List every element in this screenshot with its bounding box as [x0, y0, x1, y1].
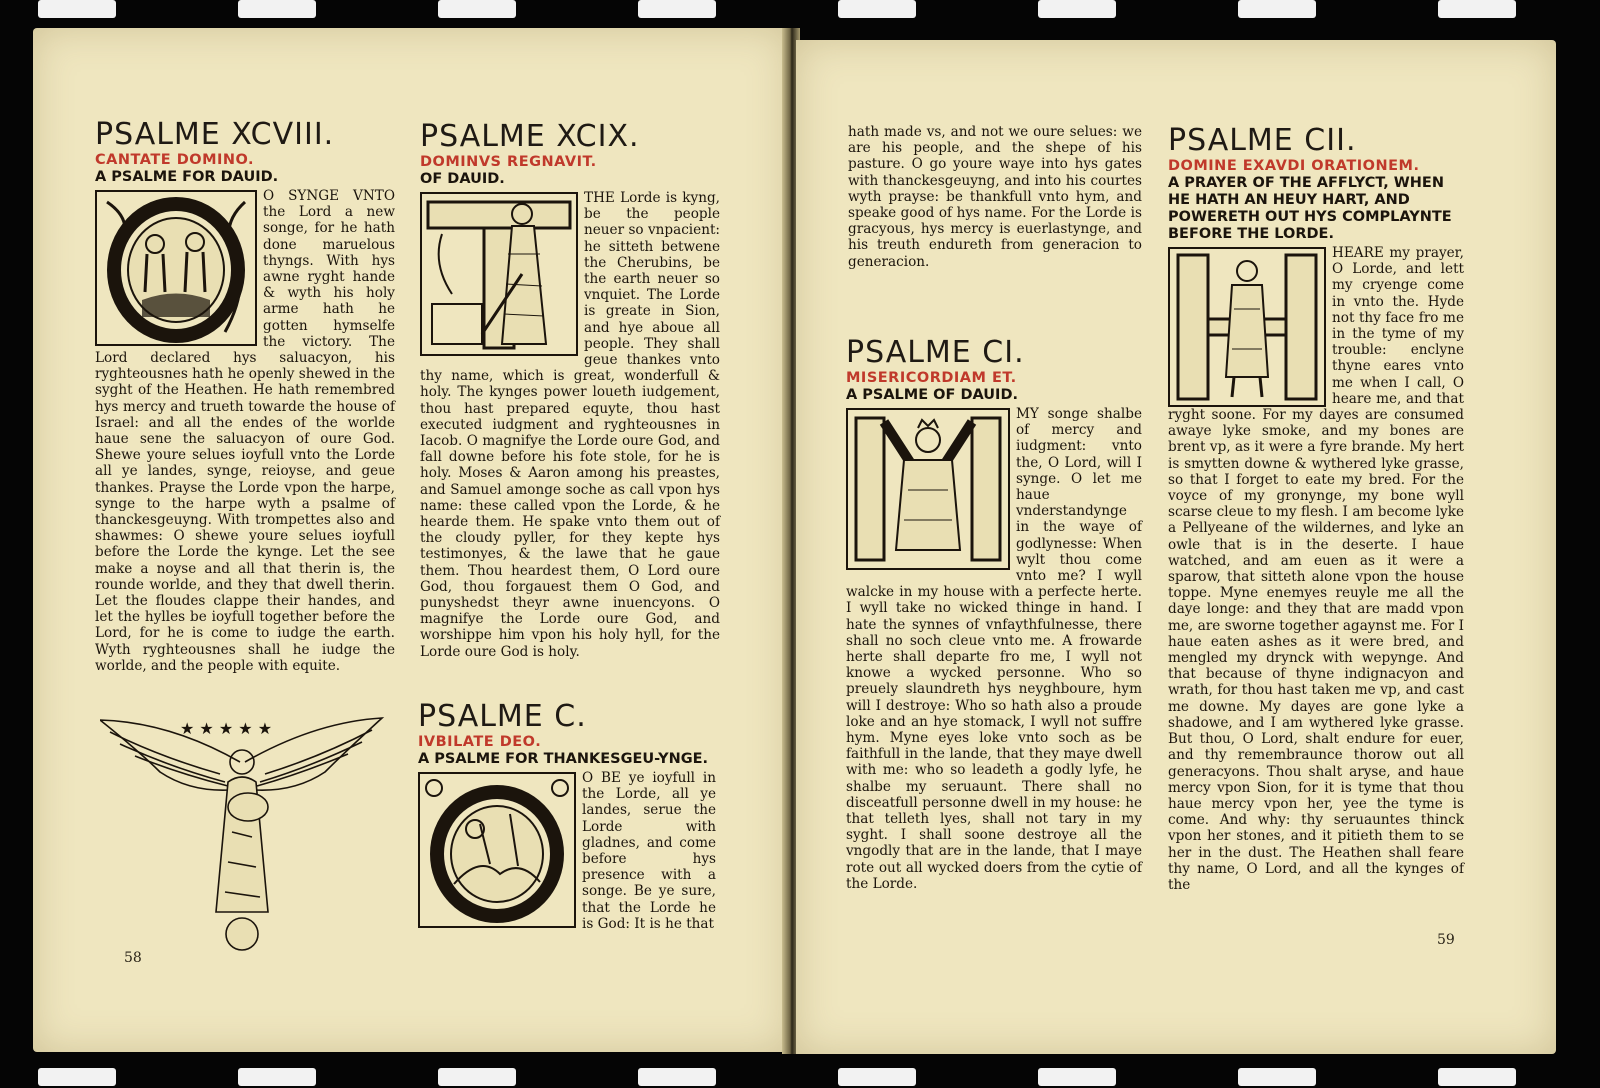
psalm-100-incipit: IVBILATE DEO.	[418, 734, 542, 750]
psalm-102-incipit: DOMINE EXAVDI ORATIONEM.	[1168, 158, 1420, 174]
psalm-101-title: PSALME CI.	[846, 335, 1025, 370]
psalm-102-text: HEARE my prayer, O Lorde, and lett my cryenge come in vnto the. Hyde not thy face fro me in the tyme of my trouble: enclyne thyne eares vnto me when I call, O heare me, and that ryght soone. For my dayes are consumed awaye lyke smoke, and my bones are brent vp, as it were a fyre brande. My hert is smytten downe & wythered lyke grasse, so that I forget to eate my bred. For the voyce of my gronynge, my bone wyll scarse cleue to my flesh. I am become lyke a Pellyeane of the wildernes, and lyke an owle that is in the deserte. I haue watched, and am euen as it were a sparow, that sitteth alone vpon the house toppe. Myne enemyes reuyle me all the daye longe: and they that are madd vpon me, are sworne together agaynst me. For I haue eaten ashes as it were bred, and mengled my drynck with wepynge. And that because of thyne indignacyon and wrath, for thou hast taken me vp, and cast me downe. My dayes are gone lyke a shadowe, and I am wythered lyke grasse. But thou, O Lord, shalt endure for euer, and thy remembraunce thorow out all generacyons. Thou shalt aryse, and haue mercy vpon Sion, for it is tyme that thou haue mercy vpon her, yee the tyme is come. And why: thy seruauntes thinck vpon her stones, and it pitieth them to se her in the dust. The Heathen shall feare thy name, O Lord, and all the kynges of the	[1168, 245, 1464, 893]
psalm-100-block	[418, 700, 716, 932]
dropcap-o-landscape	[418, 772, 576, 928]
psalm-101-block	[846, 336, 1142, 892]
psalm-100-title: PSALME C.	[418, 699, 587, 734]
dropcap-t-king	[420, 192, 578, 356]
psalm-100-continuation	[848, 124, 1142, 270]
psalm-100-continuation-text: hath made vs, and not we oure selues: we are his people, and the shepe of his pasture. O go youre waye into hys gates with thanckesgeuyng, and into his courtes wyth prayse: be thankfull vnto hym, and speake good of hys name. For the Lorde is gracyous, hys mercy is euerlastynge, and his treuth endureth from generacion to generacion.	[848, 124, 1142, 270]
dropcap-o-cherubs	[95, 190, 257, 346]
psalm-98-incipit: CANTATE DOMINO.	[95, 152, 255, 168]
psalm-102-block	[1168, 124, 1464, 893]
angel-illustration	[100, 712, 385, 952]
dropcap-m-king	[846, 408, 1010, 570]
psalm-99-incipit: DOMINVS REGNAVIT.	[420, 154, 597, 170]
page-number-left: 58	[124, 950, 142, 966]
psalm-98-subhead: A PSALME FOR DAUID.	[95, 169, 279, 185]
psalm-102-title: PSALME CII.	[1168, 123, 1357, 158]
psalm-102-subhead: A PRAYER OF THE AFFLYCT, WHEN HE HATH AN HEUY HART, AND POWERETH OUT HYS COMPLAYNTE BEFORE THE LORDE.	[1168, 175, 1452, 242]
psalm-101-subhead: A PSALME OF DAUID.	[846, 387, 1018, 403]
psalm-99-block	[420, 120, 720, 660]
psalm-98-title: PSALME XCVIII.	[95, 117, 335, 152]
psalm-99-title: PSALME XCIX.	[420, 119, 640, 154]
psalm-99-subhead: OF DAUID.	[420, 171, 505, 187]
psalm-99-text: THE Lorde is kyng, be the people neuer so vnpacient: he sitteth betwene the Cherubins, be the earth neuer so vnquiet. The Lorde is greate in Sion, and hye aboue all people. They shall geue thankes vnto thy name, which is great, wonderfull & holy. The kynges power loueth iudgement, thou hast prepared equyte, thou hast executed iudgment and ryghteousnes in Iacob. O magnifye the Lorde oure God, and fall downe before his fote stole, for he is holy. Moses & Aaron among his preastes, and Samuel amonge soche as call vpon hys name: these called vpon the Lorde, & he hearde them. He spake vnto them out of the cloudy pyller, for they kepte hys testimonyes, & the lawe that he gaue them. Thou heardest them, O Lord oure God, thou forgauest them O God, and punyshedst theyr awne inuencyons. O magnifye the Lorde oure God, and worshippe him vpon his holy hyll, for the Lorde oure God is holy.	[420, 190, 720, 660]
psalm-101-incipit: MISERICORDIAM ET.	[846, 370, 1017, 386]
page-number-right: 59	[1437, 932, 1455, 948]
psalm-101-text: MY songe shalbe of mercy and iudgment: vnto the, O Lord, will I synge. O let me haue vnderstandynge in the waye of godlynesse: When wylt thou come vnto me? I wyll walcke in my house with a perfecte herte. I wyll take no wicked thinge in hand. I hate the synnes of vnfaythfulnesse, there shall no soch cleue vnto me. A frowarde herte shall departe fro me, I wyll not knowe a wycked personne. Who so preuely slaundreth hys neyghboure, hym will I destroye: Who so hath also a proude loke and an hye stomack, I wyll not suffre hym. Myne eyes loke vnto soch as be faithfull in the lande, that they maye dwell with me: who so leadeth a godly lyfe, he shalbe my seruaunt. There shall no disceatfull personne dwell in my house: he that telleth lyes, shall not tary in my syght. I shall soone destroye all the vngodly that are in the lande, that I maye rote out all wycked doers from the cytie of the Lorde.	[846, 406, 1142, 892]
psalm-98-block	[95, 118, 395, 674]
psalm-98-text: O SYNGE VNTO the Lord a new songe, for he hath done maruelous thyngs. With hys awne ryght hande & wyth his holy arme hath he gotten hymselfe the victory. The Lord declared hys saluacyon, his ryghteousnes hath he openly shewed in the syght of the Heathen. He hath remembred hys mercy and trueth towarde the house of Israel: and all the endes of the worlde haue sene the saluacyon of oure God. Shewe youre selues ioyfull vnto the Lorde all ye landes, synge, reioyse, and geue thankes. Prayse the Lorde vpon the harpe, synge to the harpe wyth a psalme of thanckesgeuyng. With trompettes also and shawmes: O shewe youre selues ioyfull before the Lorde the kynge. Let the see make a noyse and all that therin is, the rounde worlde, and they that dwell therin. Let the floudes clappe their handes, and let the hylles be ioyfull together before the Lord, for he is come to iudge the earth. Wyth ryghteousnes shall he iudge the worlde, and the people with equite.	[95, 188, 395, 674]
film-sprocket-top	[0, 0, 1600, 22]
psalm-100-subhead: A PSALME FOR THANKESGEU-YNGE.	[418, 751, 709, 767]
dropcap-h-figure	[1168, 247, 1326, 407]
svg-text:★ ★ ★ ★ ★: ★ ★ ★ ★ ★	[180, 719, 273, 738]
psalm-100-text: O BE ye ioyfull in the Lorde, all ye landes, serue the Lorde with gladnes, and come before hys presence with a songe. Be ye sure, that the Lorde he is God: It is he that	[582, 770, 716, 932]
film-sprocket-bottom	[0, 1064, 1600, 1086]
